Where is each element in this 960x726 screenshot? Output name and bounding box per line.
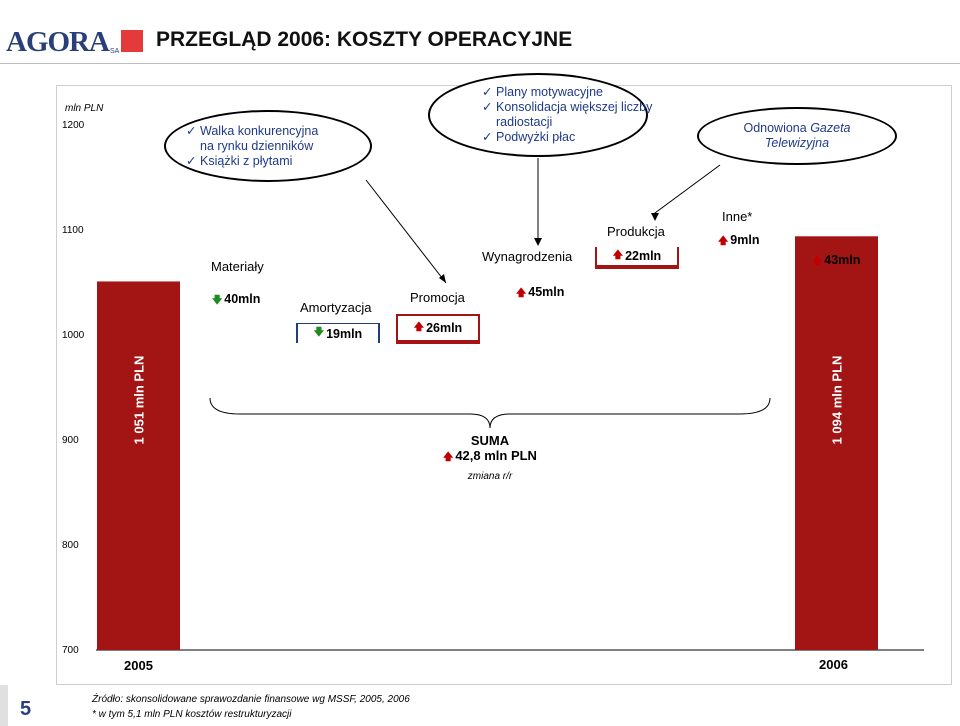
y-tick-label: 1000	[62, 330, 85, 341]
delta-produkcja: 🡅 22mln	[597, 247, 677, 265]
callout-middle	[428, 73, 653, 157]
category-produkcja: Produkcja	[607, 224, 665, 239]
check-icon: ✓	[186, 123, 197, 138]
callout-left-item-cont: na rynku dzienników	[200, 138, 314, 153]
category-materialy: Materiały	[211, 259, 264, 274]
sum-title: SUMA	[470, 433, 510, 448]
callout-middle-item: ✓ Plany motywacyjne	[482, 85, 603, 99]
delta-promocja: 🡅 26mln	[398, 316, 478, 340]
sum-brace	[210, 398, 770, 428]
callout-right	[697, 107, 897, 165]
y-axis-unit-label: mln PLN	[65, 103, 104, 114]
y-tick-label: 1100	[62, 225, 84, 236]
callout-right-line1: Odnowiona Gazeta	[743, 121, 851, 135]
sum-block	[420, 433, 560, 482]
check-icon: ✓	[186, 153, 197, 168]
bar-label-2005: 1 051 mln PLN	[131, 355, 147, 445]
connector-right-arrow	[651, 213, 659, 221]
bar-total-2005	[97, 281, 180, 650]
arrow-up-icon: 🡅	[812, 256, 823, 267]
arrow-up-icon: 🡅	[413, 321, 425, 333]
sum-value: 🡅 42,8 mln PLN	[443, 448, 537, 463]
check-icon: ✓	[482, 130, 493, 144]
footer-strip	[0, 685, 8, 726]
category-amortyzacja: Amortyzacja	[300, 300, 372, 315]
delta-amortyzacja: 🡇 19mln	[298, 324, 378, 343]
callout-middle-item: ✓ Konsolidacja większej liczby	[482, 100, 653, 114]
category-promocja: Promocja	[410, 290, 465, 305]
delta-total: 🡅 43mln	[812, 253, 861, 267]
logo-suffix: SA	[109, 48, 120, 55]
y-tick-label: 800	[62, 540, 79, 551]
y-tick-label: 900	[62, 435, 79, 446]
sum-note: zmiana r/r	[467, 471, 513, 482]
arrow-down-icon: 🡇	[313, 327, 325, 338]
year-label-2006: 2006	[819, 657, 848, 672]
callout-left	[164, 110, 372, 182]
callout-middle-item: ✓ Podwyżki płac	[482, 130, 576, 144]
y-tick-label: 1200	[62, 120, 85, 131]
check-icon: ✓	[482, 100, 493, 114]
connector-left	[366, 180, 446, 283]
connector-middle-arrow	[534, 238, 542, 246]
year-label-2005: 2005	[124, 658, 153, 673]
page-title: PRZEGLĄD 2006: KOSZTY OPERACYJNE	[156, 28, 573, 51]
delta-inne: 🡅 9mln	[718, 233, 760, 247]
y-axis-ticks	[62, 120, 85, 656]
footnote-source: Źródło: skonsolidowane sprawozdanie finansowe wg MSSF, 2005, 2006	[92, 694, 410, 705]
page-number: 5	[20, 698, 32, 720]
arrow-up-icon: 🡅	[516, 288, 527, 299]
category-inne: Inne*	[722, 209, 753, 224]
callout-left-item: ✓ Książki z płytami	[186, 153, 293, 168]
arrow-down-icon: 🡇	[212, 295, 223, 306]
callout-right-line2: Telewizyjna	[764, 136, 830, 150]
category-wynagrodzenia: Wynagrodzenia	[482, 249, 573, 264]
connector-right	[655, 165, 720, 219]
callout-left-item: ✓ Walka konkurencyjna	[186, 123, 319, 138]
arrow-up-icon: 🡅	[612, 249, 624, 261]
bar-label-2006: 1 094 mln PLN	[829, 355, 845, 445]
footnote-note: * w tym 5,1 mln PLN kosztów restrukturyzacji	[92, 709, 292, 720]
check-icon: ✓	[482, 85, 493, 99]
y-tick-label: 700	[62, 645, 79, 656]
arrow-up-icon: 🡅	[718, 236, 729, 247]
callout-middle-item-cont: radiostacji	[496, 115, 553, 129]
arrow-up-icon: 🡅	[443, 452, 454, 463]
delta-wynagrodzenia: 🡅 45mln	[516, 285, 565, 299]
delta-materialy: 🡇 40mln	[212, 292, 261, 306]
logo-text: AGORA	[6, 26, 109, 58]
